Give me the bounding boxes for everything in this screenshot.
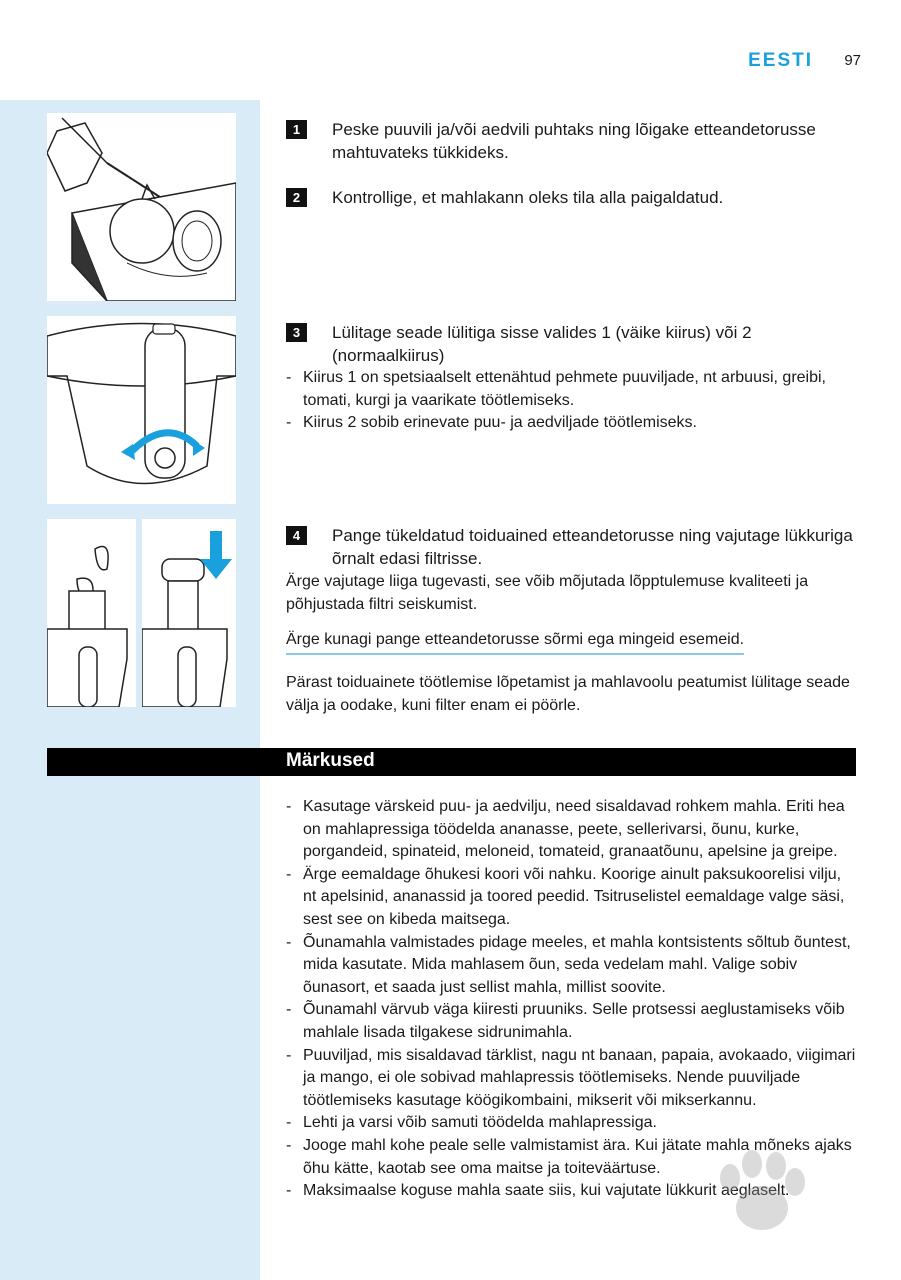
step-text: Peske puuvili ja/või aedvili puhtaks ning lõigake etteandetorusse mahtuvateks tükkideks. [332, 120, 816, 162]
step-number: 4 [286, 526, 307, 545]
illustration-pusher [142, 519, 236, 707]
step-text: Kontrollige, et mahlakann oleks tila alla paigaldatud. [332, 188, 724, 207]
step-4 [286, 524, 861, 717]
step-number: 2 [286, 188, 307, 207]
illustration-feed-tube [47, 519, 136, 707]
list-item: - Maksimaalse koguse mahla saate siis, kui vajutate lükkurit aeglaselt. [286, 1180, 856, 1203]
list-item: - Kasutage värskeid puu- ja aedvilju, need sisaldavad rohkem mahla. Eriti hea on mahlapressiga töödelda ananasse, peete, sellerivarsi, õunu, kurke, porgandeid, spinateid, meloneid, tomateid, granaatõunu, apelsine ja greipe. [286, 796, 856, 864]
list-item: - Õunamahla valmistades pidage meeles, et mahla kontsistents sõltub õuntest, mida kasutate. Mida mahlasem õun, seda vedelam mahl. Valige sobiv õunasort, et saada just sellist mahla, millist soovite. [286, 932, 856, 1000]
step-text: Pange tükeldatud toiduained etteandetorusse ning vajutage lükkuriga õrnalt edasi filtrisse. [332, 526, 853, 568]
section-header [47, 748, 856, 776]
list-item: - Kiirus 1 on spetsiaalselt ettenähtud pehmete puuviljade, nt arbuusi, greibi, tomati, kurgi ja vaarikate töötlemiseks. [286, 367, 861, 412]
section-title: Märkused [286, 750, 375, 771]
page-number: 97 [844, 52, 861, 69]
watermark-paw-icon [690, 1138, 860, 1248]
step-4-paragraph: Ärge vajutage liiga tugevasti, see võib mõjutada lõpptulemuse kvaliteeti ja põhjustada filtri seiskumist. [286, 573, 809, 613]
list-item: - Puuviljad, mis sisaldavad tärklist, nagu nt banaan, papaia, avokaado, viigimari ja mango, ei ole sobivad mahlapressis töötlemiseks. Nende puuviljade töötlemiseks kasutage köögikombaini, mikserit või mikserkannu. [286, 1045, 856, 1113]
step-1 [286, 118, 861, 164]
list-item: - Lehti ja varsi võib samuti töödelda mahlapressiga. [286, 1112, 856, 1135]
list-item: - Õunamahl värvub väga kiiresti pruuniks. Selle protsessi aeglustamiseks võib mahlale lisada tilgakese sidrunimahla. [286, 999, 856, 1044]
step-4-closing: Pärast toiduainete töötlemise lõpetamist ja mahlavoolu peatumist lülitage seade välja ja oodake, kuni filter enam ei pöörle. [286, 674, 850, 714]
illustration-cutting-fruit [47, 113, 236, 301]
step-text: Lülitage seade lülitiga sisse valides 1 (väike kiirus) või 2 (normaalkiirus) [332, 323, 752, 365]
list-item: - Kiirus 2 sobib erinevate puu- ja aedviljade töötlemiseks. [286, 412, 861, 435]
language-label: EESTI [748, 50, 813, 71]
step-3 [286, 321, 861, 435]
illustration-speed-switch [47, 316, 236, 504]
list-item: - Jooge mahl kohe peale selle valmistamist ära. Kui jätate mahla mõneks ajaks õhu kätte, kaotab see oma maitse ja toiteväärtuse. [286, 1135, 856, 1180]
warning-text: Ärge kunagi pange etteandetorusse sõrmi ega mingeid esemeid. [286, 628, 744, 655]
step-2 [286, 186, 861, 209]
step-number: 3 [286, 323, 307, 342]
step-number: 1 [286, 120, 307, 139]
step-3-bullets [286, 367, 861, 435]
list-item: - Ärge eemaldage õhukesi koori või nahku. Koorige ainult paksukoorelisi vilju, nt apelsinid, ananassid ja toored peedid. Tsitruselistel eemaldage valge säsi, sest see on kibeda maitsega. [286, 864, 856, 932]
